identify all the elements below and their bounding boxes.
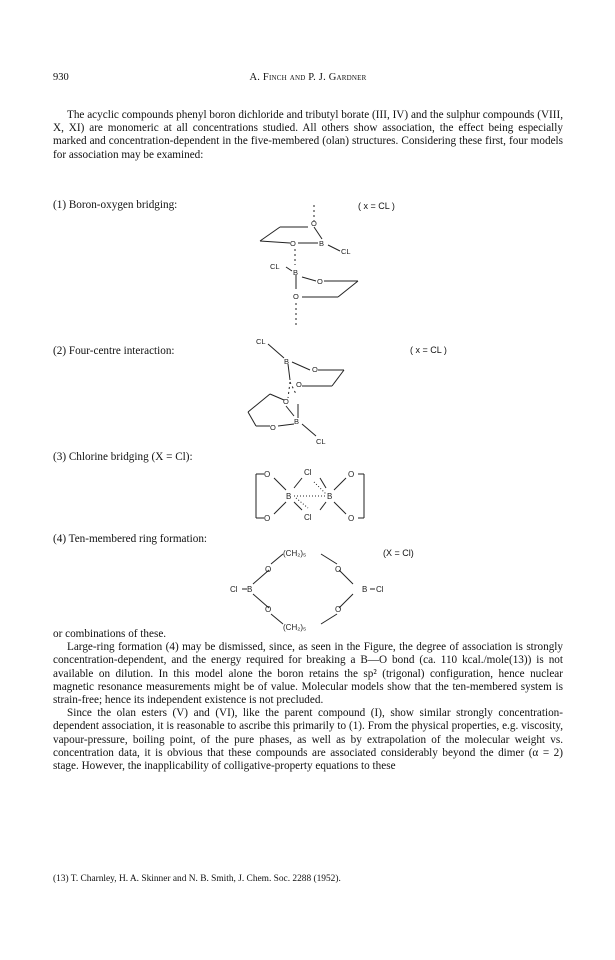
atom-o: O xyxy=(335,605,342,614)
atom-cl: CL xyxy=(341,247,351,256)
atom-cl: CL xyxy=(256,337,266,346)
atom-cl: Cl xyxy=(376,585,384,594)
atom-cl: CL xyxy=(316,437,326,446)
atom-b: B xyxy=(284,357,290,366)
atom-o: O xyxy=(283,397,289,406)
body-text xyxy=(53,628,563,773)
model-3-label: (3) Chlorine bridging (X = Cl): xyxy=(53,451,193,463)
intro-paragraph-text: The acyclic compounds phenyl boron dichloride and tributyl borate (III, IV) and the sulphur compounds (VIII, X, XI) are monomeric at all concentrations studied. All others show association, the effect being especially marked and concentration-dependent in the five-membered (olan) structures. Considering these first, four models for association may be examined: xyxy=(53,109,563,161)
model-1-condition: ( x = CL ) xyxy=(358,201,395,211)
atom-cl: Cl xyxy=(230,585,238,594)
atom-o: O xyxy=(296,380,302,389)
atom-o: O xyxy=(265,565,272,574)
atom-b: B xyxy=(286,492,292,501)
model-2-condition: ( x = CL ) xyxy=(410,345,447,355)
figure-chlorine-bridging xyxy=(250,460,370,530)
atom-o: O xyxy=(348,470,355,479)
atom-o: O xyxy=(312,365,318,374)
footnote: (13) T. Charnley, H. A. Skinner and N. B. Smith, J. Chem. Soc. 2288 (1952). xyxy=(53,874,341,884)
atom-o: O xyxy=(335,565,342,574)
atom-o: O xyxy=(311,219,317,228)
paragraph-olan-esters: Since the olan esters (V) and (VI), like the parent compound (I), show similar strongly concentration-dependent association, it is reasonable to ascribe this primarily to (1). From the physical properties, e.g. viscosity, vapour-pressure, boiling point, of the pure phases, as well as by extrapolation of the molecular weight vs. concentration data, it is obvious that these compounds are associated considerably beyond the dimer (α = 2) stage. However, the inapplicability of colligative-property equations to these xyxy=(53,707,563,773)
atom-o: O xyxy=(264,514,271,523)
atom-b: B xyxy=(362,585,368,594)
model-4-condition: (X = Cl) xyxy=(383,548,414,558)
model-2-label: (2) Four-centre interaction: xyxy=(53,345,175,357)
figure-ten-membered-ring xyxy=(225,546,390,632)
figure-four-centre-interaction xyxy=(226,334,366,446)
atom-b: B xyxy=(293,268,299,277)
atom-o: O xyxy=(317,277,323,286)
atom-cl: Cl xyxy=(304,513,312,522)
atom-cl: CL xyxy=(270,262,280,271)
atom-b: B xyxy=(247,585,253,594)
atom-b: B xyxy=(294,417,300,426)
running-header-authors: A. Finch and P. J. Gardner xyxy=(249,72,367,83)
atom-b: B xyxy=(327,492,333,501)
page-number: 930 xyxy=(53,72,69,83)
atom-o: O xyxy=(265,605,272,614)
ring-methylene-chain: (CH₂)₅ xyxy=(283,623,307,632)
model-4-label: (4) Ten-membered ring formation: xyxy=(53,533,208,545)
ring-methylene-chain: (CH₂)₅ xyxy=(283,549,307,558)
atom-o: O xyxy=(264,470,271,479)
atom-cl: Cl xyxy=(304,468,312,477)
atom-b: B xyxy=(319,239,325,248)
atom-o: O xyxy=(348,514,355,523)
figure-boron-oxygen-bridging xyxy=(240,205,380,333)
paragraph-large-ring: Large-ring formation (4) may be dismissed, since, as seen in the Figure, the degree of association is strongly concentration-dependent, and the energy required for breaking a B—O bond (ca. 110 kcal./mole(13)) is not available on dilution. In this model alone the boron retains the sp² (trigonal) configuration, hence nuclear magnetic resonance measurements might be of value. Molecular models show that the ten-membered system is strain-free; hence its independent existence is not precluded. xyxy=(53,641,563,707)
intro-paragraph xyxy=(53,109,563,162)
model-1-label: (1) Boron-oxygen bridging: xyxy=(53,199,178,211)
atom-o: O xyxy=(290,239,296,248)
or-combinations-text: or combinations of these. xyxy=(53,628,167,640)
atom-o: O xyxy=(270,423,276,432)
atom-o: O xyxy=(293,292,299,301)
